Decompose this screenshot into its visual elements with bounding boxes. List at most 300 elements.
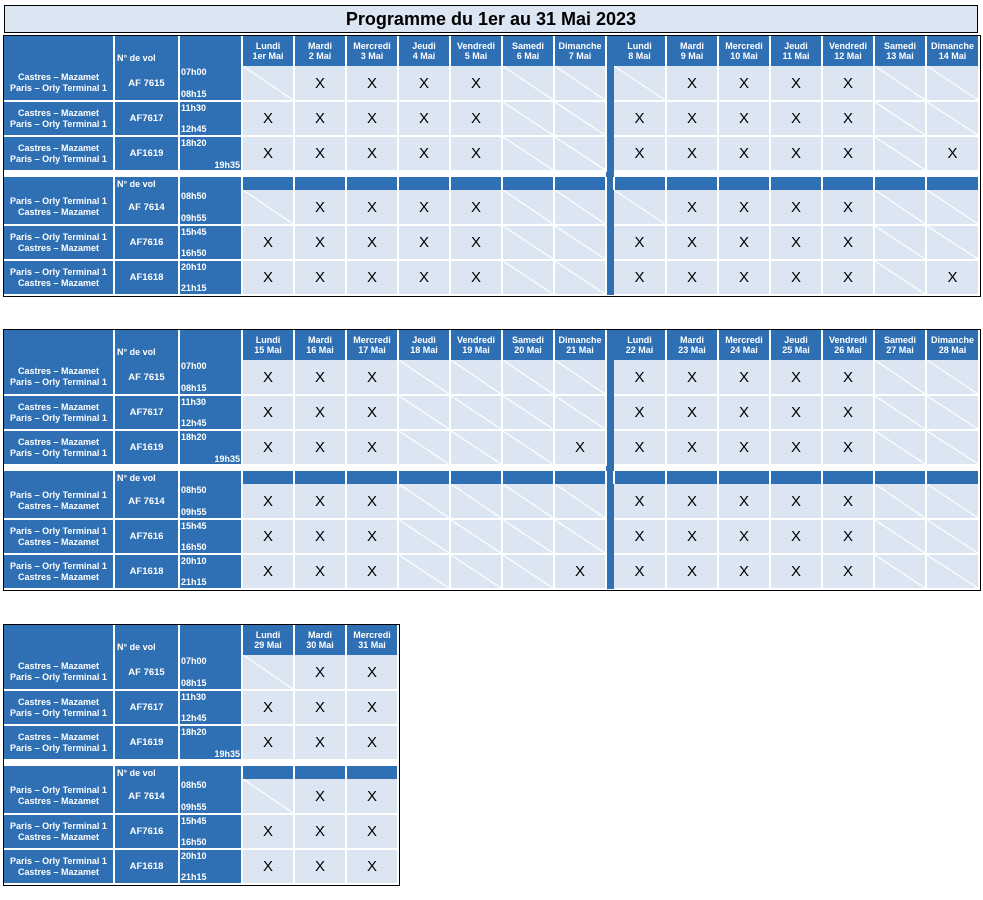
day-name: Mardi (679, 335, 704, 345)
no-flight-cell (450, 430, 502, 465)
no-flight-cell (874, 395, 926, 430)
route-destination: Castres – Mazamet (17, 207, 100, 217)
route-origin: Paris – Orly Terminal 1 (10, 785, 107, 795)
no-flight-cell (926, 190, 979, 225)
day-header (874, 330, 926, 360)
operating-day-cell: X (614, 554, 666, 589)
flight-number: AF 7614 (114, 190, 179, 225)
day-name: Dimanche (558, 41, 602, 51)
day-header (502, 330, 554, 360)
departure-time: 11h30 (181, 397, 207, 407)
no-flight-cell (554, 360, 606, 395)
day-date: 18 Mai (410, 345, 438, 355)
operating-day-cell: X (398, 260, 450, 295)
route-origin: Paris – Orly Terminal 1 (10, 231, 107, 242)
no-flight-cell (874, 360, 926, 395)
no-flight-cell (874, 101, 926, 136)
operating-day-cell: X (346, 360, 398, 395)
no-flight-cell (502, 484, 554, 519)
week-separator (606, 519, 614, 554)
day-name: Lundi (255, 630, 281, 640)
bar-cell (770, 177, 822, 190)
route-label (4, 849, 114, 884)
inbound-flight-row (4, 225, 979, 260)
arrival-time: 16h50 (181, 248, 207, 258)
operating-day-cell: X (822, 101, 874, 136)
schedule-table-1 (4, 36, 980, 296)
operating-day-cell: X (294, 519, 346, 554)
route-label (4, 66, 114, 101)
operating-day-cell: X (718, 225, 770, 260)
no-flight-cell (874, 484, 926, 519)
operating-day-cell: X (718, 519, 770, 554)
header-blank (179, 330, 242, 360)
no-flight-cell (242, 66, 294, 101)
route-origin: Castres – Mazamet (17, 661, 100, 671)
day-header (450, 36, 502, 66)
day-header (666, 36, 718, 66)
no-flight-cell (874, 66, 926, 101)
route-origin: Paris – Orly Terminal 1 (10, 560, 107, 571)
operating-day-cell: X (718, 136, 770, 171)
day-name: Mardi (307, 630, 332, 640)
arrival-time: 19h35 (214, 749, 240, 759)
flight-number-header: N° de vol (114, 36, 179, 66)
operating-day-cell: X (242, 725, 294, 760)
route-label (4, 725, 114, 760)
flight-number-header: N° de vol (114, 177, 179, 190)
day-date: 3 Mai (360, 51, 384, 61)
bar-cell (346, 177, 398, 190)
operating-day-cell: X (294, 260, 346, 295)
no-flight-cell (614, 190, 666, 225)
operating-day-cell: X (346, 779, 398, 814)
operating-day-cell: X (346, 484, 398, 519)
flight-number: AF7617 (114, 690, 179, 725)
day-header (554, 330, 606, 360)
route-destination: Paris – Orly Terminal 1 (10, 377, 107, 387)
route-destination: Paris – Orly Terminal 1 (10, 672, 107, 682)
route-origin: Castres – Mazamet (17, 731, 100, 742)
flight-number: AF1619 (114, 430, 179, 465)
operating-day-cell: X (718, 395, 770, 430)
day-name: Mercredi (725, 41, 763, 51)
operating-day-cell: X (242, 136, 294, 171)
operating-day-cell: X (346, 725, 398, 760)
day-date: 16 Mai (306, 345, 334, 355)
day-date: 2 Mai (308, 51, 332, 61)
operating-day-cell: X (770, 519, 822, 554)
bar-cell (874, 471, 926, 484)
outbound-flight-row (4, 66, 979, 101)
week-separator (606, 190, 614, 225)
arrival-time: 21h15 (181, 577, 207, 587)
no-flight-cell (398, 484, 450, 519)
day-header (398, 330, 450, 360)
day-date: 29 Mai (254, 640, 282, 650)
no-flight-cell (874, 554, 926, 589)
bar-cell (926, 471, 979, 484)
operating-day-cell: X (346, 395, 398, 430)
operating-day-cell: X (242, 519, 294, 554)
operating-day-cell: X (770, 190, 822, 225)
route-origin: Paris – Orly Terminal 1 (10, 196, 107, 206)
no-flight-cell (502, 101, 554, 136)
return-header-row (4, 177, 979, 190)
flight-times (179, 814, 242, 849)
departure-time: 18h20 (181, 138, 207, 148)
no-flight-cell (874, 225, 926, 260)
operating-day-cell: X (242, 395, 294, 430)
inbound-flight-row (4, 779, 398, 814)
day-name: Mardi (307, 335, 332, 345)
no-flight-cell (926, 66, 979, 101)
day-header (770, 330, 822, 360)
flight-number: AF 7614 (114, 779, 179, 814)
bar-cell (822, 471, 874, 484)
operating-day-cell: X (242, 814, 294, 849)
flight-number: AF7616 (114, 225, 179, 260)
operating-day-cell: X (666, 190, 718, 225)
bar-cell (179, 177, 242, 190)
no-flight-cell (926, 430, 979, 465)
no-flight-cell (614, 66, 666, 101)
no-flight-cell (926, 360, 979, 395)
operating-day-cell: X (614, 136, 666, 171)
departure-time: 07h00 (181, 67, 207, 77)
operating-day-cell: X (770, 360, 822, 395)
departure-time: 20h10 (181, 556, 207, 566)
arrival-time: 12h45 (181, 713, 207, 723)
no-flight-cell (242, 779, 294, 814)
operating-day-cell: X (450, 225, 502, 260)
week-separator (606, 101, 614, 136)
day-date: 25 Mai (782, 345, 810, 355)
operating-day-cell: X (718, 260, 770, 295)
operating-day-cell: X (242, 554, 294, 589)
operating-day-cell: X (294, 690, 346, 725)
day-date: 12 Mai (834, 51, 862, 61)
day-header (450, 330, 502, 360)
outbound-flight-row (4, 360, 979, 395)
route-label (4, 360, 114, 395)
route-origin: Paris – Orly Terminal 1 (10, 490, 107, 500)
flight-times (179, 554, 242, 589)
arrival-time: 21h15 (181, 872, 207, 882)
day-header (502, 36, 554, 66)
operating-day-cell: X (242, 360, 294, 395)
route-origin: Castres – Mazamet (17, 366, 100, 376)
bar-cell (614, 177, 666, 190)
bar-cell (398, 177, 450, 190)
no-flight-cell (502, 554, 554, 589)
operating-day-cell: X (294, 779, 346, 814)
operating-day-cell: X (554, 430, 606, 465)
day-name: Mardi (307, 41, 332, 51)
operating-day-cell: X (822, 519, 874, 554)
operating-day-cell: X (346, 190, 398, 225)
operating-day-cell: X (346, 136, 398, 171)
route-origin: Castres – Mazamet (17, 401, 100, 412)
day-date: 6 Mai (516, 51, 540, 61)
departure-time: 18h20 (181, 727, 207, 737)
operating-day-cell: X (346, 655, 398, 690)
arrival-time: 08h15 (181, 89, 207, 99)
operating-day-cell: X (294, 484, 346, 519)
flight-times (179, 779, 242, 814)
route-destination: Paris – Orly Terminal 1 (10, 153, 107, 164)
day-date: 22 Mai (625, 345, 654, 355)
departure-time: 08h50 (181, 191, 207, 201)
day-name: Dimanche (930, 335, 974, 345)
route-destination: Castres – Mazamet (17, 501, 100, 511)
day-header (718, 330, 770, 360)
day-header (554, 36, 606, 66)
flight-number-header: N° de vol (114, 766, 179, 779)
route-destination: Castres – Mazamet (17, 796, 100, 806)
bar-cell (4, 177, 114, 190)
route-label (4, 136, 114, 171)
flight-number: AF7616 (114, 519, 179, 554)
no-flight-cell (502, 360, 554, 395)
flight-number: AF 7614 (114, 484, 179, 519)
route-destination: Paris – Orly Terminal 1 (10, 83, 107, 93)
day-name: Mardi (679, 41, 704, 51)
bar-cell (718, 177, 770, 190)
operating-day-cell: X (822, 484, 874, 519)
bar-cell (346, 766, 398, 779)
inbound-flight-row (4, 484, 979, 519)
day-date: 14 Mai (938, 51, 967, 61)
bar-cell (4, 766, 114, 779)
arrival-time: 16h50 (181, 837, 207, 847)
operating-day-cell: X (718, 101, 770, 136)
no-flight-cell (450, 360, 502, 395)
no-flight-cell (502, 136, 554, 171)
no-flight-cell (450, 395, 502, 430)
week-separator (606, 66, 614, 101)
operating-day-cell: X (770, 101, 822, 136)
no-flight-cell (398, 519, 450, 554)
outbound-flight-row (4, 136, 979, 171)
operating-day-cell: X (450, 101, 502, 136)
header-blank (4, 330, 114, 360)
day-header (346, 330, 398, 360)
no-flight-cell (398, 360, 450, 395)
operating-day-cell: X (294, 814, 346, 849)
operating-day-cell: X (822, 260, 874, 295)
operating-day-cell: X (666, 101, 718, 136)
day-date: 13 Mai (886, 51, 914, 61)
operating-day-cell: X (346, 66, 398, 101)
flight-number: AF 7615 (114, 360, 179, 395)
flight-number: AF1618 (114, 260, 179, 295)
operating-day-cell: X (346, 225, 398, 260)
schedule-table-3 (4, 625, 399, 885)
route-label (4, 225, 114, 260)
arrival-time: 09h55 (181, 802, 207, 812)
day-date: 27 Mai (886, 345, 914, 355)
day-header (874, 36, 926, 66)
week-separator (606, 225, 614, 260)
no-flight-cell (554, 260, 606, 295)
route-label (4, 554, 114, 589)
flight-times (179, 430, 242, 465)
operating-day-cell: X (822, 554, 874, 589)
operating-day-cell: X (450, 66, 502, 101)
day-header (346, 36, 398, 66)
operating-day-cell: X (294, 101, 346, 136)
week-separator (606, 360, 614, 395)
inbound-flight-row (4, 814, 398, 849)
route-destination: Castres – Mazamet (17, 571, 100, 582)
operating-day-cell: X (450, 260, 502, 295)
flight-times (179, 690, 242, 725)
route-label (4, 655, 114, 690)
day-date: 8 Mai (628, 51, 651, 61)
departure-time: 11h30 (181, 692, 207, 702)
day-header (242, 36, 294, 66)
day-name: Lundi (627, 41, 652, 51)
operating-day-cell: X (822, 136, 874, 171)
operating-day-cell: X (346, 690, 398, 725)
operating-day-cell: X (614, 101, 666, 136)
route-origin: Castres – Mazamet (17, 696, 100, 707)
day-header (398, 36, 450, 66)
no-flight-cell (554, 190, 606, 225)
inbound-flight-row (4, 260, 979, 295)
flight-number: AF1619 (114, 725, 179, 760)
flight-number-header: N° de vol (114, 625, 179, 655)
operating-day-cell: X (770, 260, 822, 295)
operating-day-cell: X (346, 101, 398, 136)
route-destination: Castres – Mazamet (17, 866, 100, 877)
day-header (926, 36, 979, 66)
header-blank (179, 36, 242, 66)
day-date: 1er Mai (252, 51, 284, 61)
departure-time: 07h00 (181, 361, 207, 371)
departure-time: 08h50 (181, 780, 207, 790)
bar-cell (926, 177, 979, 190)
no-flight-cell (926, 554, 979, 589)
flight-number: AF7617 (114, 395, 179, 430)
header-blank (4, 36, 114, 66)
day-name: Vendredi (456, 41, 495, 51)
operating-day-cell: X (926, 260, 979, 295)
outbound-flight-row (4, 101, 979, 136)
no-flight-cell (926, 395, 979, 430)
route-label (4, 690, 114, 725)
no-flight-cell (554, 484, 606, 519)
bar-cell (179, 471, 242, 484)
no-flight-cell (554, 519, 606, 554)
day-date: 21 Mai (566, 345, 594, 355)
operating-day-cell: X (346, 814, 398, 849)
week-separator (606, 36, 614, 66)
day-date: 11 Mai (782, 51, 810, 61)
operating-day-cell: X (242, 690, 294, 725)
operating-day-cell: X (614, 395, 666, 430)
operating-day-cell: X (294, 225, 346, 260)
departure-time: 18h20 (181, 432, 207, 442)
no-flight-cell (242, 190, 294, 225)
day-date: 5 Mai (464, 51, 488, 61)
return-header-row (4, 766, 398, 779)
week-separator (606, 430, 614, 465)
arrival-time: 08h15 (181, 383, 207, 393)
operating-day-cell: X (398, 66, 450, 101)
week-separator (606, 260, 614, 295)
departure-time: 11h30 (181, 103, 207, 113)
flight-times (179, 484, 242, 519)
departure-time: 07h00 (181, 656, 207, 666)
operating-day-cell: X (242, 484, 294, 519)
flight-times (179, 395, 242, 430)
day-header (822, 36, 874, 66)
operating-day-cell: X (666, 225, 718, 260)
operating-day-cell: X (398, 190, 450, 225)
no-flight-cell (926, 519, 979, 554)
route-origin: Paris – Orly Terminal 1 (10, 820, 107, 831)
operating-day-cell: X (822, 225, 874, 260)
no-flight-cell (926, 101, 979, 136)
day-date: 28 Mai (938, 345, 967, 355)
operating-day-cell: X (614, 519, 666, 554)
operating-day-cell: X (666, 430, 718, 465)
flight-number: AF 7615 (114, 66, 179, 101)
day-date: 15 Mai (254, 345, 282, 355)
day-header (242, 330, 294, 360)
no-flight-cell (502, 519, 554, 554)
operating-day-cell: X (770, 484, 822, 519)
flight-times (179, 190, 242, 225)
no-flight-cell (502, 190, 554, 225)
bar-cell (450, 471, 502, 484)
day-date: 10 Mai (730, 51, 758, 61)
header-blank (179, 625, 242, 655)
bar-cell (4, 471, 114, 484)
route-label (4, 395, 114, 430)
route-label (4, 484, 114, 519)
no-flight-cell (874, 260, 926, 295)
week-separator (606, 136, 614, 171)
operating-day-cell: X (718, 66, 770, 101)
operating-day-cell: X (666, 66, 718, 101)
day-name: Vendredi (456, 335, 495, 345)
bar-cell (450, 177, 502, 190)
day-name: Mercredi (353, 41, 391, 51)
route-destination: Paris – Orly Terminal 1 (10, 707, 107, 718)
operating-day-cell: X (294, 554, 346, 589)
no-flight-cell (398, 395, 450, 430)
day-date: 20 Mai (514, 345, 542, 355)
operating-day-cell: X (718, 190, 770, 225)
no-flight-cell (874, 519, 926, 554)
day-name: Lundi (627, 335, 652, 345)
day-date: 9 Mai (680, 51, 704, 61)
no-flight-cell (554, 101, 606, 136)
operating-day-cell: X (614, 484, 666, 519)
operating-day-cell: X (346, 554, 398, 589)
no-flight-cell (554, 225, 606, 260)
operating-day-cell: X (294, 66, 346, 101)
route-destination: Paris – Orly Terminal 1 (10, 447, 107, 458)
operating-day-cell: X (614, 360, 666, 395)
day-header-row (4, 330, 979, 360)
flight-number-header: N° de vol (114, 330, 179, 360)
no-flight-cell (926, 484, 979, 519)
day-date: 4 Mai (412, 51, 436, 61)
